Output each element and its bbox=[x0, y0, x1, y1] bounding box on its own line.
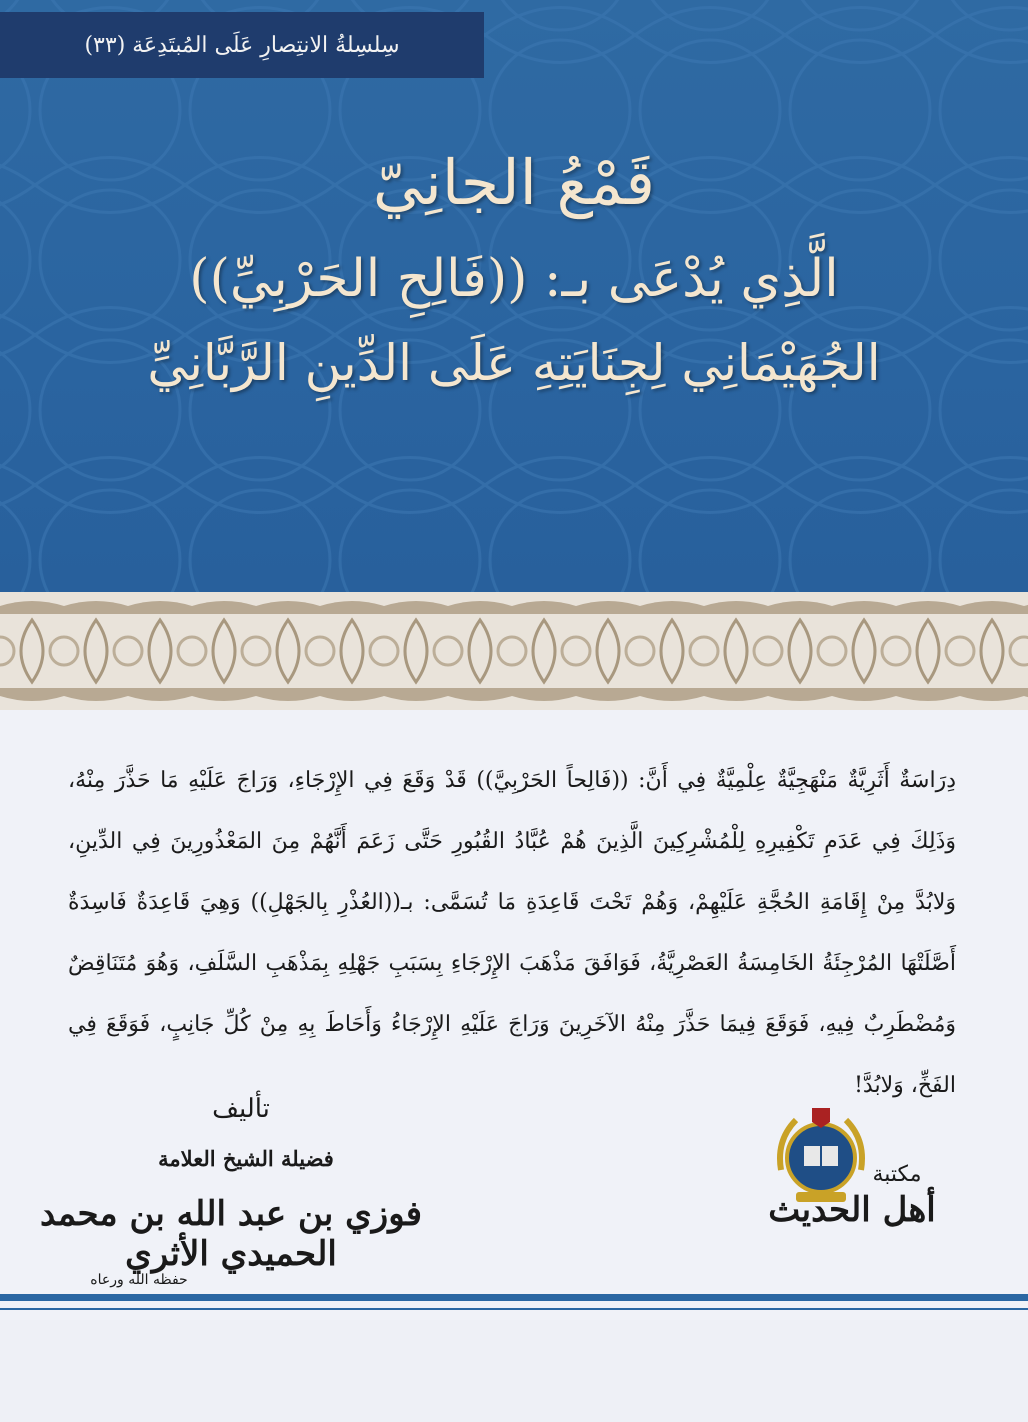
bottom-rule-thin bbox=[0, 1308, 1028, 1310]
bottom-rule-thick bbox=[0, 1294, 1028, 1301]
ornament-border bbox=[0, 592, 1028, 710]
pattern-ring bbox=[340, 490, 480, 595]
author-label: تأليف bbox=[212, 1094, 270, 1124]
pattern-ring bbox=[190, 490, 330, 595]
title-line-3: الجُهَيْمَانِي لِجِنَايَتِهِ عَلَى الدِّينِ الرَّبَّانِيِّ bbox=[147, 334, 881, 393]
pattern-lobe bbox=[635, 458, 785, 513]
pattern-ring bbox=[0, 490, 30, 595]
cover-footer bbox=[0, 1320, 1028, 1422]
author-honorific: فضيلة الشيخ العلامة bbox=[158, 1146, 334, 1171]
cover-title bbox=[0, 140, 1028, 403]
pattern-lobe bbox=[35, 458, 185, 513]
pattern-lobe bbox=[785, 458, 935, 513]
publisher-line-1: مكتبة bbox=[872, 1162, 922, 1187]
ornament-band bbox=[0, 592, 1028, 710]
pattern-ring bbox=[490, 0, 630, 30]
pattern-ring bbox=[940, 0, 1028, 30]
author-prayer: حفظه الله ورعاه bbox=[90, 1272, 188, 1288]
publisher-line-2: أهل الحديث bbox=[768, 1190, 936, 1230]
pattern-lobe bbox=[0, 458, 35, 513]
pattern-lobe bbox=[785, 8, 935, 63]
pattern-ring bbox=[790, 490, 930, 595]
pattern-lobe bbox=[485, 8, 635, 63]
pattern-lobe bbox=[185, 458, 335, 513]
pattern-ring bbox=[40, 490, 180, 595]
cover-top-panel bbox=[0, 0, 1028, 595]
pattern-lobe bbox=[335, 458, 485, 513]
publisher-block bbox=[752, 1100, 952, 1250]
pattern-ring bbox=[640, 0, 780, 30]
pattern-ring bbox=[640, 490, 780, 595]
title-line-2: الَّذِي يُدْعَى بـ: ((فَالِحِ الحَرْبِيِّ)) bbox=[189, 248, 839, 309]
pattern-ring bbox=[490, 490, 630, 595]
book-description: دِرَاسَةٌ أَثَرِيَّةٌ مَنْهَجِيَّةٌ عِلْمِيَّةٌ فِي أَنَّ: ((فَالِحاً الحَرْبِيَّ)) قَدْ وَقَعَ فِي الإِرْجَاءِ، وَرَاجَ عَلَيْهِ مَا حَذَّرَ مِنْهُ، وَذَلِكَ فِي عَدَمِ تَكْفِيرِهِ لِلْمُشْرِكِينَ الَّذِينَ هُمْ عُبَّادُ القُبُورِ حَتَّى زَعَمَ أَنَّهُمْ مِنَ المَعْذُورِينَ فِي الدِّينِ، وَلابُدَّ مِنْ إِقَامَةِ الحُجَّةِ عَلَيْهِمْ، وَهُمْ تَحْتَ قَاعِدَةِ مَا تُسَمَّى: بـ((العُذْرِ بِالجَهْلِ)) وَهِيَ قَاعِدَةٌ فَاسِدَةٌ أَصَّلَتْهَا المُرْجِئَةُ الخَامِسَةُ العَصْرِيَّةُ، فَوَافَقَ مَذْهَبَ الإِرْجَاءِ بِسَبَبِ جَهْلِهِ بِمَذْهَبِ السَّلَفِ، وَهُوَ مُتَنَاقِضٌ وَمُضْطَرِبٌ فِيهِ، فَوَقَعَ فِيمَا حَذَّرَ مِنْهُ الآخَرِينَ وَرَاجَ عَلَيْهِ الإِرْجَاءُ وَأَحَاطَ بِهِ مِنْ كُلِّ جَانِبٍ، فَوَقَعَ فِي الفَخِّ، وَلابُدَّ! bbox=[68, 768, 957, 1098]
title-line-1: قَمْعُ الجانِيّ bbox=[372, 146, 656, 219]
pattern-lobe bbox=[935, 458, 1028, 513]
pattern-lobe bbox=[485, 458, 635, 513]
pattern-lobe bbox=[935, 8, 1028, 63]
author-name: فوزي بن عبد الله بن محمد الحميدي الأثري bbox=[39, 1194, 423, 1274]
series-label: سِلسِلةُ الانتِصارِ عَلَى المُبتَدِعَة (٣٣) bbox=[0, 12, 484, 78]
pattern-lobe bbox=[635, 8, 785, 63]
pattern-ring bbox=[940, 490, 1028, 595]
pattern-ring bbox=[790, 0, 930, 30]
author-block bbox=[36, 1092, 426, 1292]
